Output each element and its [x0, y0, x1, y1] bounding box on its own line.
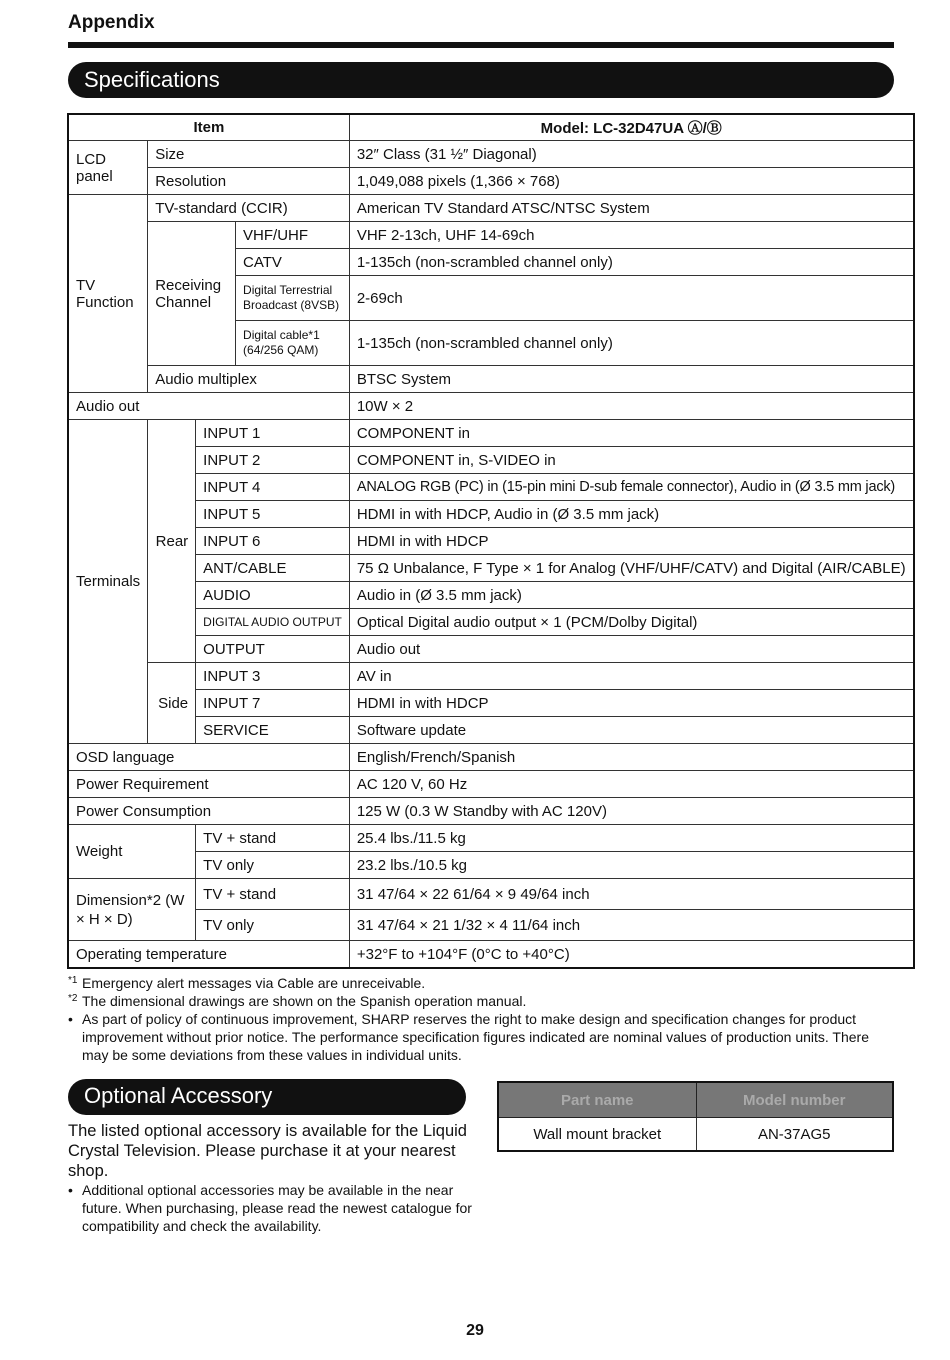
row-value: HDMI in with HDCP [349, 690, 913, 717]
footnote-3 [68, 1010, 894, 1064]
row-label: INPUT 4 [196, 474, 350, 501]
footnote-text: As part of policy of continuous improvement, SHARP reserves the right to make design and specification changes for product improvement without prior notice. The performance specification figures indicated are nominal values of production units. There may be some deviations from these values in individual units. [82, 1011, 870, 1063]
row-value: 31 47/64 × 21 1/32 × 4 11/64 inch [349, 910, 913, 941]
bullet-dot-icon: • [68, 1182, 73, 1198]
row-label: Resolution [148, 168, 350, 195]
table-row [68, 910, 914, 941]
table-header-row [68, 114, 914, 141]
table-row [68, 141, 914, 168]
table-row [498, 1118, 893, 1152]
col-model-header: Model: LC-32D47UA Ⓐ/Ⓑ [349, 114, 913, 141]
tv-group-label: TV Function [68, 195, 148, 393]
table-row [68, 609, 914, 636]
table-row [68, 798, 914, 825]
terminals-group-label: Terminals [68, 420, 148, 744]
row-value: 125 W (0.3 W Standby with AC 120V) [349, 798, 913, 825]
row-value: AV in [349, 663, 913, 690]
row-label: TV only [196, 910, 350, 941]
table-row [68, 690, 914, 717]
footnote-marker: *1 [68, 975, 78, 986]
accessory-table [497, 1081, 894, 1152]
table-row [68, 825, 914, 852]
table-row [68, 744, 914, 771]
row-value: American TV Standard ATSC/NTSC System [349, 195, 913, 222]
section-label: Appendix [68, 12, 155, 33]
row-label: Size [148, 141, 350, 168]
table-row [68, 501, 914, 528]
table-row [68, 852, 914, 879]
row-value: 2-69ch [349, 276, 913, 321]
row-label: Power Consumption [68, 798, 349, 825]
row-label: Audio multiplex [148, 366, 350, 393]
footnote-1 [68, 974, 894, 992]
row-value: ANALOG RGB (PC) in (15-pin mini D-sub female connector), Audio in (Ø 3.5 mm jack) [349, 474, 913, 501]
row-label: INPUT 3 [196, 663, 350, 690]
row-value: Audio out [349, 636, 913, 663]
table-row [68, 582, 914, 609]
row-value: +32°F to +104°F (0°C to +40°C) [349, 941, 913, 969]
row-label: DIGITAL AUDIO OUTPUT [196, 609, 350, 636]
table-row [68, 528, 914, 555]
accessory-note-text: Additional optional accessories may be available in the near future. When purchasing, please read the newest catalogue for compatibility and check the availability. [82, 1182, 472, 1234]
row-value: 75 Ω Unbalance, F Type × 1 for Analog (VHF/UHF/CATV) and Digital (AIR/CABLE) [349, 555, 913, 582]
row-value: 1-135ch (non-scrambled channel only) [349, 321, 913, 366]
row-label: Audio out [68, 393, 349, 420]
bullet-dot-icon: • [68, 1011, 73, 1027]
row-label: INPUT 2 [196, 447, 350, 474]
table-row [68, 222, 914, 249]
row-label: OUTPUT [196, 636, 350, 663]
row-label: INPUT 5 [196, 501, 350, 528]
optional-accessory-title: Optional Accessory [84, 1083, 273, 1108]
weight-label: Weight [68, 825, 196, 879]
table-row [68, 879, 914, 910]
table-row [68, 447, 914, 474]
footnote-text: The dimensional drawings are shown on the Spanish operation manual. [82, 993, 527, 1009]
model-number: AN-37AG5 [696, 1118, 893, 1152]
row-label: TV-standard (CCIR) [148, 195, 350, 222]
table-row [68, 717, 914, 744]
accessory-header-row [498, 1082, 893, 1118]
row-label: TV + stand [196, 879, 350, 910]
top-rule [68, 42, 894, 48]
table-row [68, 941, 914, 969]
row-value: VHF 2-13ch, UHF 14-69ch [349, 222, 913, 249]
row-label: Digital Terrestrial Broadcast (8VSB) [236, 276, 350, 321]
row-value: COMPONENT in [349, 420, 913, 447]
page-number: 29 [466, 1322, 484, 1339]
row-value: Audio in (Ø 3.5 mm jack) [349, 582, 913, 609]
specifications-banner [68, 62, 894, 98]
row-value: BTSC System [349, 366, 913, 393]
row-value: 31 47/64 × 22 61/64 × 9 49/64 inch [349, 879, 913, 910]
row-value: 10W × 2 [349, 393, 913, 420]
footnote-text: Emergency alert messages via Cable are unreceivable. [82, 975, 426, 991]
row-label: CATV [236, 249, 350, 276]
row-value: HDMI in with HDCP [349, 528, 913, 555]
row-label: Operating temperature [68, 941, 349, 969]
row-label: INPUT 6 [196, 528, 350, 555]
dimension-label: Dimension*2 (W × H × D) [68, 879, 196, 941]
row-value: AC 120 V, 60 Hz [349, 771, 913, 798]
optional-accessory-banner [68, 1079, 466, 1115]
row-value: Optical Digital audio output × 1 (PCM/Dolby Digital) [349, 609, 913, 636]
row-label: ANT/CABLE [196, 555, 350, 582]
row-label: TV only [196, 852, 350, 879]
accessory-intro: The listed optional accessory is available for the Liquid Crystal Television. Please purchase it at your nearest shop. [68, 1122, 467, 1180]
row-label: INPUT 1 [196, 420, 350, 447]
footnotes [68, 974, 894, 1064]
table-row [68, 555, 914, 582]
row-label: SERVICE [196, 717, 350, 744]
specifications-table [67, 113, 915, 969]
table-row [68, 195, 914, 222]
table-row [68, 636, 914, 663]
row-value: English/French/Spanish [349, 744, 913, 771]
part-name: Wall mount bracket [498, 1118, 696, 1152]
row-label: AUDIO [196, 582, 350, 609]
row-value: HDMI in with HDCP, Audio in (Ø 3.5 mm jack) [349, 501, 913, 528]
row-label: Digital cable*1 (64/256 QAM) [236, 321, 350, 366]
row-value: 1-135ch (non-scrambled channel only) [349, 249, 913, 276]
row-label: TV + stand [196, 825, 350, 852]
table-row [68, 771, 914, 798]
row-value: 1,049,088 pixels (1,366 × 768) [349, 168, 913, 195]
row-label: VHF/UHF [236, 222, 350, 249]
row-label: OSD language [68, 744, 349, 771]
side-label: Side [148, 663, 196, 744]
specifications-title: Specifications [84, 67, 220, 92]
table-row [68, 420, 914, 447]
table-row [68, 366, 914, 393]
table-row [68, 663, 914, 690]
rear-label: Rear [148, 420, 196, 663]
col-model-header: Model number [696, 1082, 893, 1118]
table-row [68, 168, 914, 195]
row-value: Software update [349, 717, 913, 744]
receiving-channel-label: Receiving Channel [148, 222, 236, 366]
table-row [68, 474, 914, 501]
row-value: COMPONENT in, S-VIDEO in [349, 447, 913, 474]
col-item-header: Item [68, 114, 349, 141]
lcd-group-label: LCD panel [68, 141, 148, 195]
footnote-marker: *2 [68, 993, 78, 1004]
row-value: 32″ Class (31 ½″ Diagonal) [349, 141, 913, 168]
table-row [68, 393, 914, 420]
row-value: 25.4 lbs./11.5 kg [349, 825, 913, 852]
row-label: Power Requirement [68, 771, 349, 798]
row-value: 23.2 lbs./10.5 kg [349, 852, 913, 879]
col-part-header: Part name [498, 1082, 696, 1118]
footnote-2 [68, 992, 894, 1010]
accessory-note [68, 1181, 486, 1235]
row-label: INPUT 7 [196, 690, 350, 717]
